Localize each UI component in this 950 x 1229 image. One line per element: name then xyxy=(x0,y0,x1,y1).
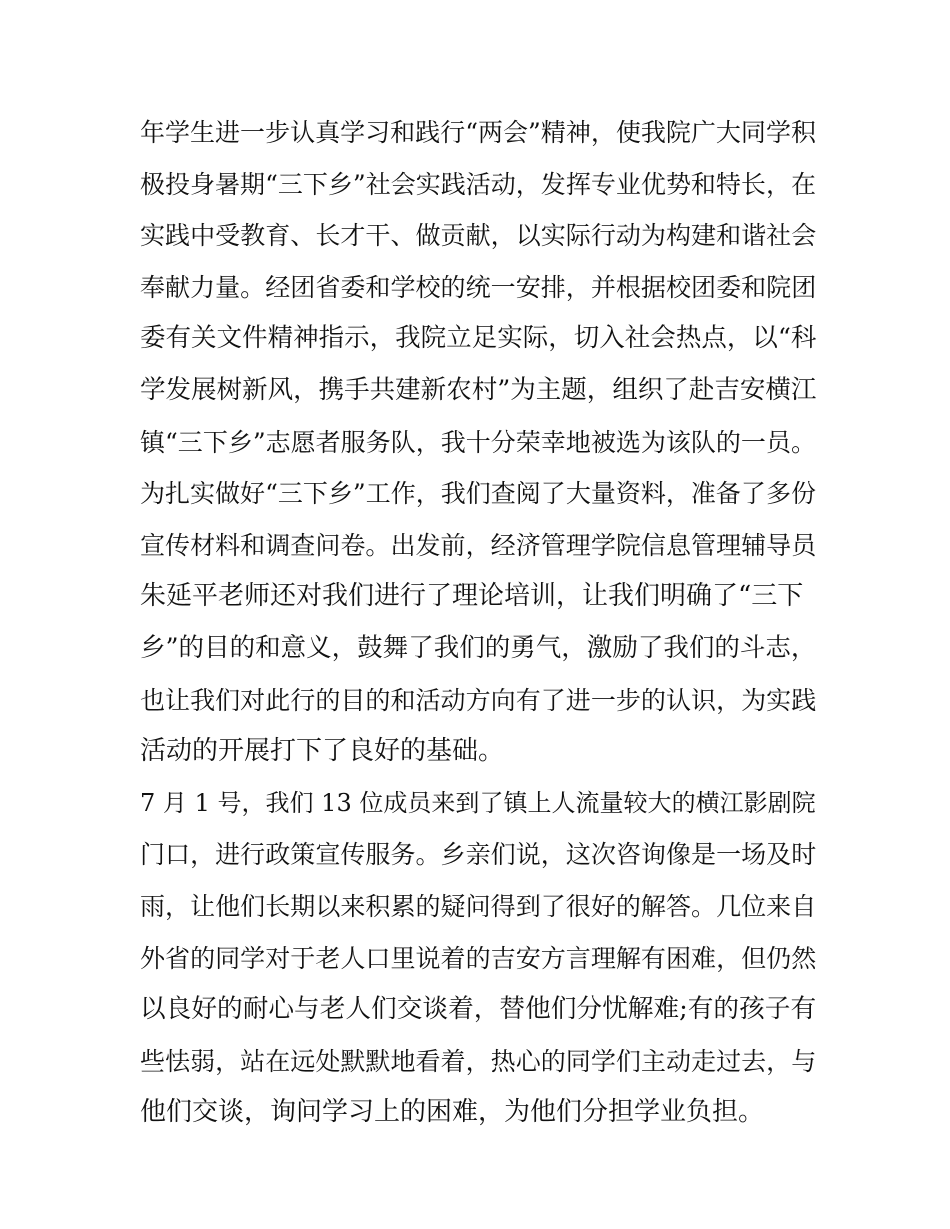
text-line: 以良好的耐心与老人们交谈着，替他们分忧解难;有的孩子有 xyxy=(140,994,817,1025)
text-line: 7 月 1 号，我们 13 位成员来到了镇上人流量较大的横江影剧院 xyxy=(140,788,816,817)
text-line: 些怯弱，站在远处默默地看着，热心的同学们主动走过去，与 xyxy=(140,1046,817,1076)
text-line: 学发展树新风，携手共建新农村”为主题，组织了赴吉安横江 xyxy=(140,374,817,405)
text-line: 雨，让他们长期以来积累的疑问得到了很好的解答。几位来自 xyxy=(140,891,817,921)
text-line: 委有关文件精神指示，我院立足实际，切入社会热点，以“科 xyxy=(140,323,817,354)
text-line: 外省的同学对于老人口里说着的吉安方言理解有困难，但仍然 xyxy=(140,943,817,973)
text-line: 为扎实做好“三下乡”工作，我们查阅了大量资料，准备了多份 xyxy=(140,479,816,509)
text-line: 朱延平老师还对我们进行了理论培训，让我们明确了“三下 xyxy=(140,581,804,612)
text-line: 年学生进一步认真学习和践行“两会”精神，使我院广大同学积 xyxy=(140,118,816,147)
text-line: 乡”的目的和意义，鼓舞了我们的勇气，激励了我们的斗志， xyxy=(140,632,817,663)
text-line: 他们交谈，询问学习上的困难，为他们分担学业负担。 xyxy=(140,1097,765,1128)
text-line: 宣传材料和调查问卷。出发前，经济管理学院信息管理辅导员 xyxy=(140,530,817,560)
text-line: 极投身暑期“三下乡”社会实践活动，发挥专业优势和特长，在 xyxy=(140,169,816,199)
text-line: 门口，进行政策宣传服务。乡亲们说，这次咨询像是一场及时 xyxy=(140,840,817,870)
text-line: 也让我们对此行的目的和活动方向有了进一步的认识，为实践 xyxy=(140,685,817,715)
text-line: 奉献力量。经团省委和学校的统一安排，并根据校团委和院团 xyxy=(140,272,817,302)
text-line: 镇“三下乡”志愿者服务队，我十分荣幸地被选为该队的一员。 xyxy=(140,427,816,457)
text-line: 实践中受教育、长才干、做贡献，以实际行动为构建和谐社会 xyxy=(140,221,817,251)
document-body xyxy=(140,107,820,1139)
text-line: 活动的开展打下了良好的基础。 xyxy=(140,736,505,767)
